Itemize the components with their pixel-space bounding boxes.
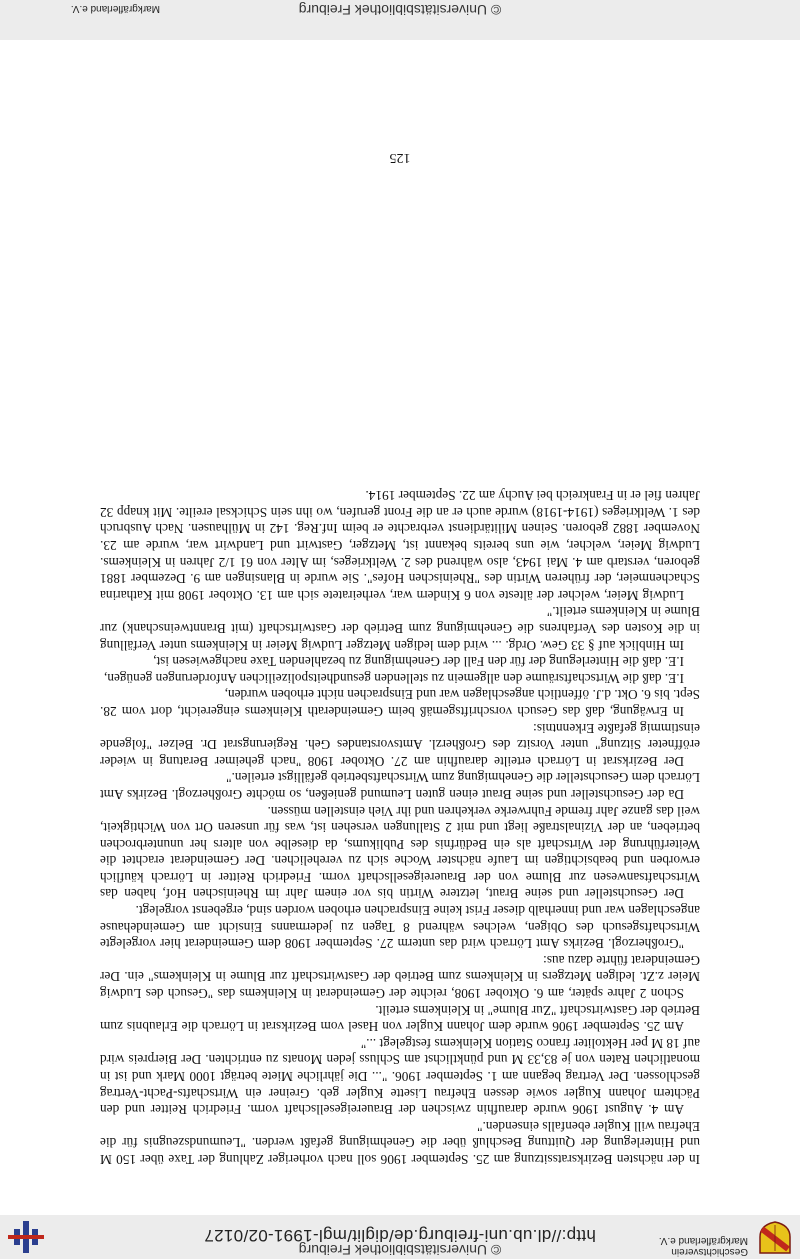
society-line-1: Geschichtsverein — [671, 1246, 748, 1257]
footer-library-credit: © Universitätsbibliothek Freiburg — [298, 2, 502, 18]
document-url-link[interactable]: http://dl.ub.uni-freiburg.de/diglit/mgl-1991-02/0127 — [204, 1226, 596, 1245]
paragraph: Ludwig Meier, welcher der älteste von 6 Kindern war, verheiratete sich am 13. Oktober 1908 mit Katharina Schachenmeier, der früheren Wirtin des "Rheinischen Hofes". Sie wurde in Blansingen am 9. Dezember 1881 geboren, verstarb am 4. Mai 1943, also während des 2. Weltkrieges, im Alter von 61 1/2 Jahren in Kleinkems. Ludwig Meier, welcher, wie uns bereits bekannt ist, Metzger, Gastwirt und Landwirt war, wurde am 23. November 1882 geboren. Seinen Militärdienst verbrachte er beim Inf.Reg. 142 in Mülhausen. Nach Ausbruch des 1. Weltkrieges (1914-1918) wurde auch er an die Front gerufen, wo ihn sein Schicksal ereilte. Mit knapp 32 Jahren fiel er in Frankreich bei Auchy am 22. September 1914. — [100, 488, 700, 603]
paragraph: In der nächsten Bezirksratssitzung am 25. September 1906 soll nach vorheriger Zahlung der Taxe über 150 M und Hinterlegung der Quittung Beschluß über die Genehmigung gefaßt werden. "Leumundszeugnis für die Ehefrau will Kugler ebenfalls einsenden." — [100, 1118, 700, 1167]
paragraph: "Großherzogl. Bezirks Amt Lörrach wird das unterm 27. September 1908 dem Gemeinderat hier vorgelegte Wirtschaftsgesuch des Obigen, welches während 8 Tagen zu jedermanns Einsicht am Gemeindehause angeschlagen war und innerhalb dieser Frist keine Einsprachen erhoben worden sind, ergebenst vorgelegt. — [100, 903, 700, 952]
university-logo — [6, 1219, 46, 1255]
society-line-2: Markgräflerland e.V. — [658, 1235, 748, 1246]
page-number: 125 — [389, 150, 411, 165]
viewer-footer — [0, 0, 800, 40]
paragraph: Der Gesuchsteller und seine Braut, letztere Wirtin bis vor einem Jahr im Rheinischen Hof, haben das Wirtschaftsanwesen zur Blume von der Brauereigesellschaft vorm. Friedrich Reitter in Lörrach käuflich erworben und beabsichtigen im Laufe nächster Woche sich zu verehelichen. Der Gemeinderat erachtet die Weiterführung der Wirtschaft als ein Bedürfnis des Publikums, da dieselbe von alters her ununterbrochen betrieben, an der Vizinalstraße liegt und mit 2 Stallungen versehen ist, was für unseren Ort von Wichtigkeit, weil das ganze Jahr fremde Fuhrwerke verkehren und ihr Vieh einstellen müssen. — [100, 803, 700, 902]
paragraph: Am 4. August 1906 wurde daraufhin zwischen der Brauereigesellschaft vorm. Friedrich Reitter und den Pächtern Johann Kugler sowie dessen Ehefrau Lisette Kugler geb. Greiner ein Wirtschafts-Pacht-Vertrag geschlossen. Der Vertrag begann am 1. September 1906. "... Die jährliche Miete beträgt 1000 Mark und ist in monatlichen Raten von je 83,33 M und pünktlichst am Schluss jeden Monats zu entrichten. Der Bierpreis wird auf 18 M per Hektoliter franco Station Kleinkems festgelegt ..." — [100, 1035, 700, 1118]
paragraph: Schon 2 Jahre später, am 6. Oktober 1908, reichte der Gemeinderat in Kleinkems das "Gesuch des Ludwig Meier z.Zt. ledigen Metzgers in Kleinkems zum Betrieb der Gastwirtschaft zur Blume in Kleinkems" ein. Der Gemeinderat führte dazu aus: — [100, 952, 700, 1002]
viewer-header — [0, 1215, 800, 1259]
footer-society-name: Markgräflerland e.V. — [70, 3, 160, 14]
paragraph: Im Hinblick auf § 33 Gew. Ordg. ... wird dem ledigen Metzger Ludwig Meier in Kleinkems unter Verfällung in die Kosten des Verfahrens die Genehmigung zum Betrieb der Gastwirtschaft (mit Branntweinschank) zur Blume in Kleinkems erteilt." — [100, 604, 700, 653]
paragraph: Der Bezirksrat in Lörrach erteilte daraufhin am 27. Oktober 1908 "nach geheimer Beratung in wieder eröffneter Sitzung" unter Vorsitz des Großherzl. Amtsvorstandes Geh. Regierungsrat Dr. Belzer "folgende einstimmig gefaßte Erkenntnis: — [100, 720, 700, 769]
page-text — [100, 487, 700, 1167]
paragraph: I.E. daß die Wirtschaftsräume den allgemein zu stellenden gesundheitspolizeilichen Anforderungen genügen, — [103, 670, 684, 686]
paragraph: Am 25. September 1906 wurde dem Johann Kugler von Hasel vom Bezirksrat in Lörrach die Erlaubnis zum Betrieb der Gastwirtschaft "Zur Blume" in Kleinkems erteilt. — [100, 1002, 700, 1035]
library-credit: © Universitätsbibliothek Freiburg — [298, 1242, 502, 1258]
paragraph: In Erwägung, daß das Gesuch vorschriftsgemäß beim Gemeinderath Kleinkems eingereicht, dort vom 28. Sept. bis 6. Okt. d.J. öffentlich angeschlagen war und Einsprachen nicht erhoben wurden, — [100, 687, 700, 719]
paragraph: Da der Gesuchsteller und seine Braut einen guten Leumund genießen, so möchte Großherzogl. Bezirks Amt Lörrach dem Gesuchsteller die Genehmigung zum Wirtschaftsbetrieb gefälligst erteilen." — [100, 770, 700, 802]
paragraph: I.E. daß die Hinterlegung der für den Fall der Genehmigung zu bezahlenden Taxe nachgewiesen ist, — [153, 654, 684, 670]
